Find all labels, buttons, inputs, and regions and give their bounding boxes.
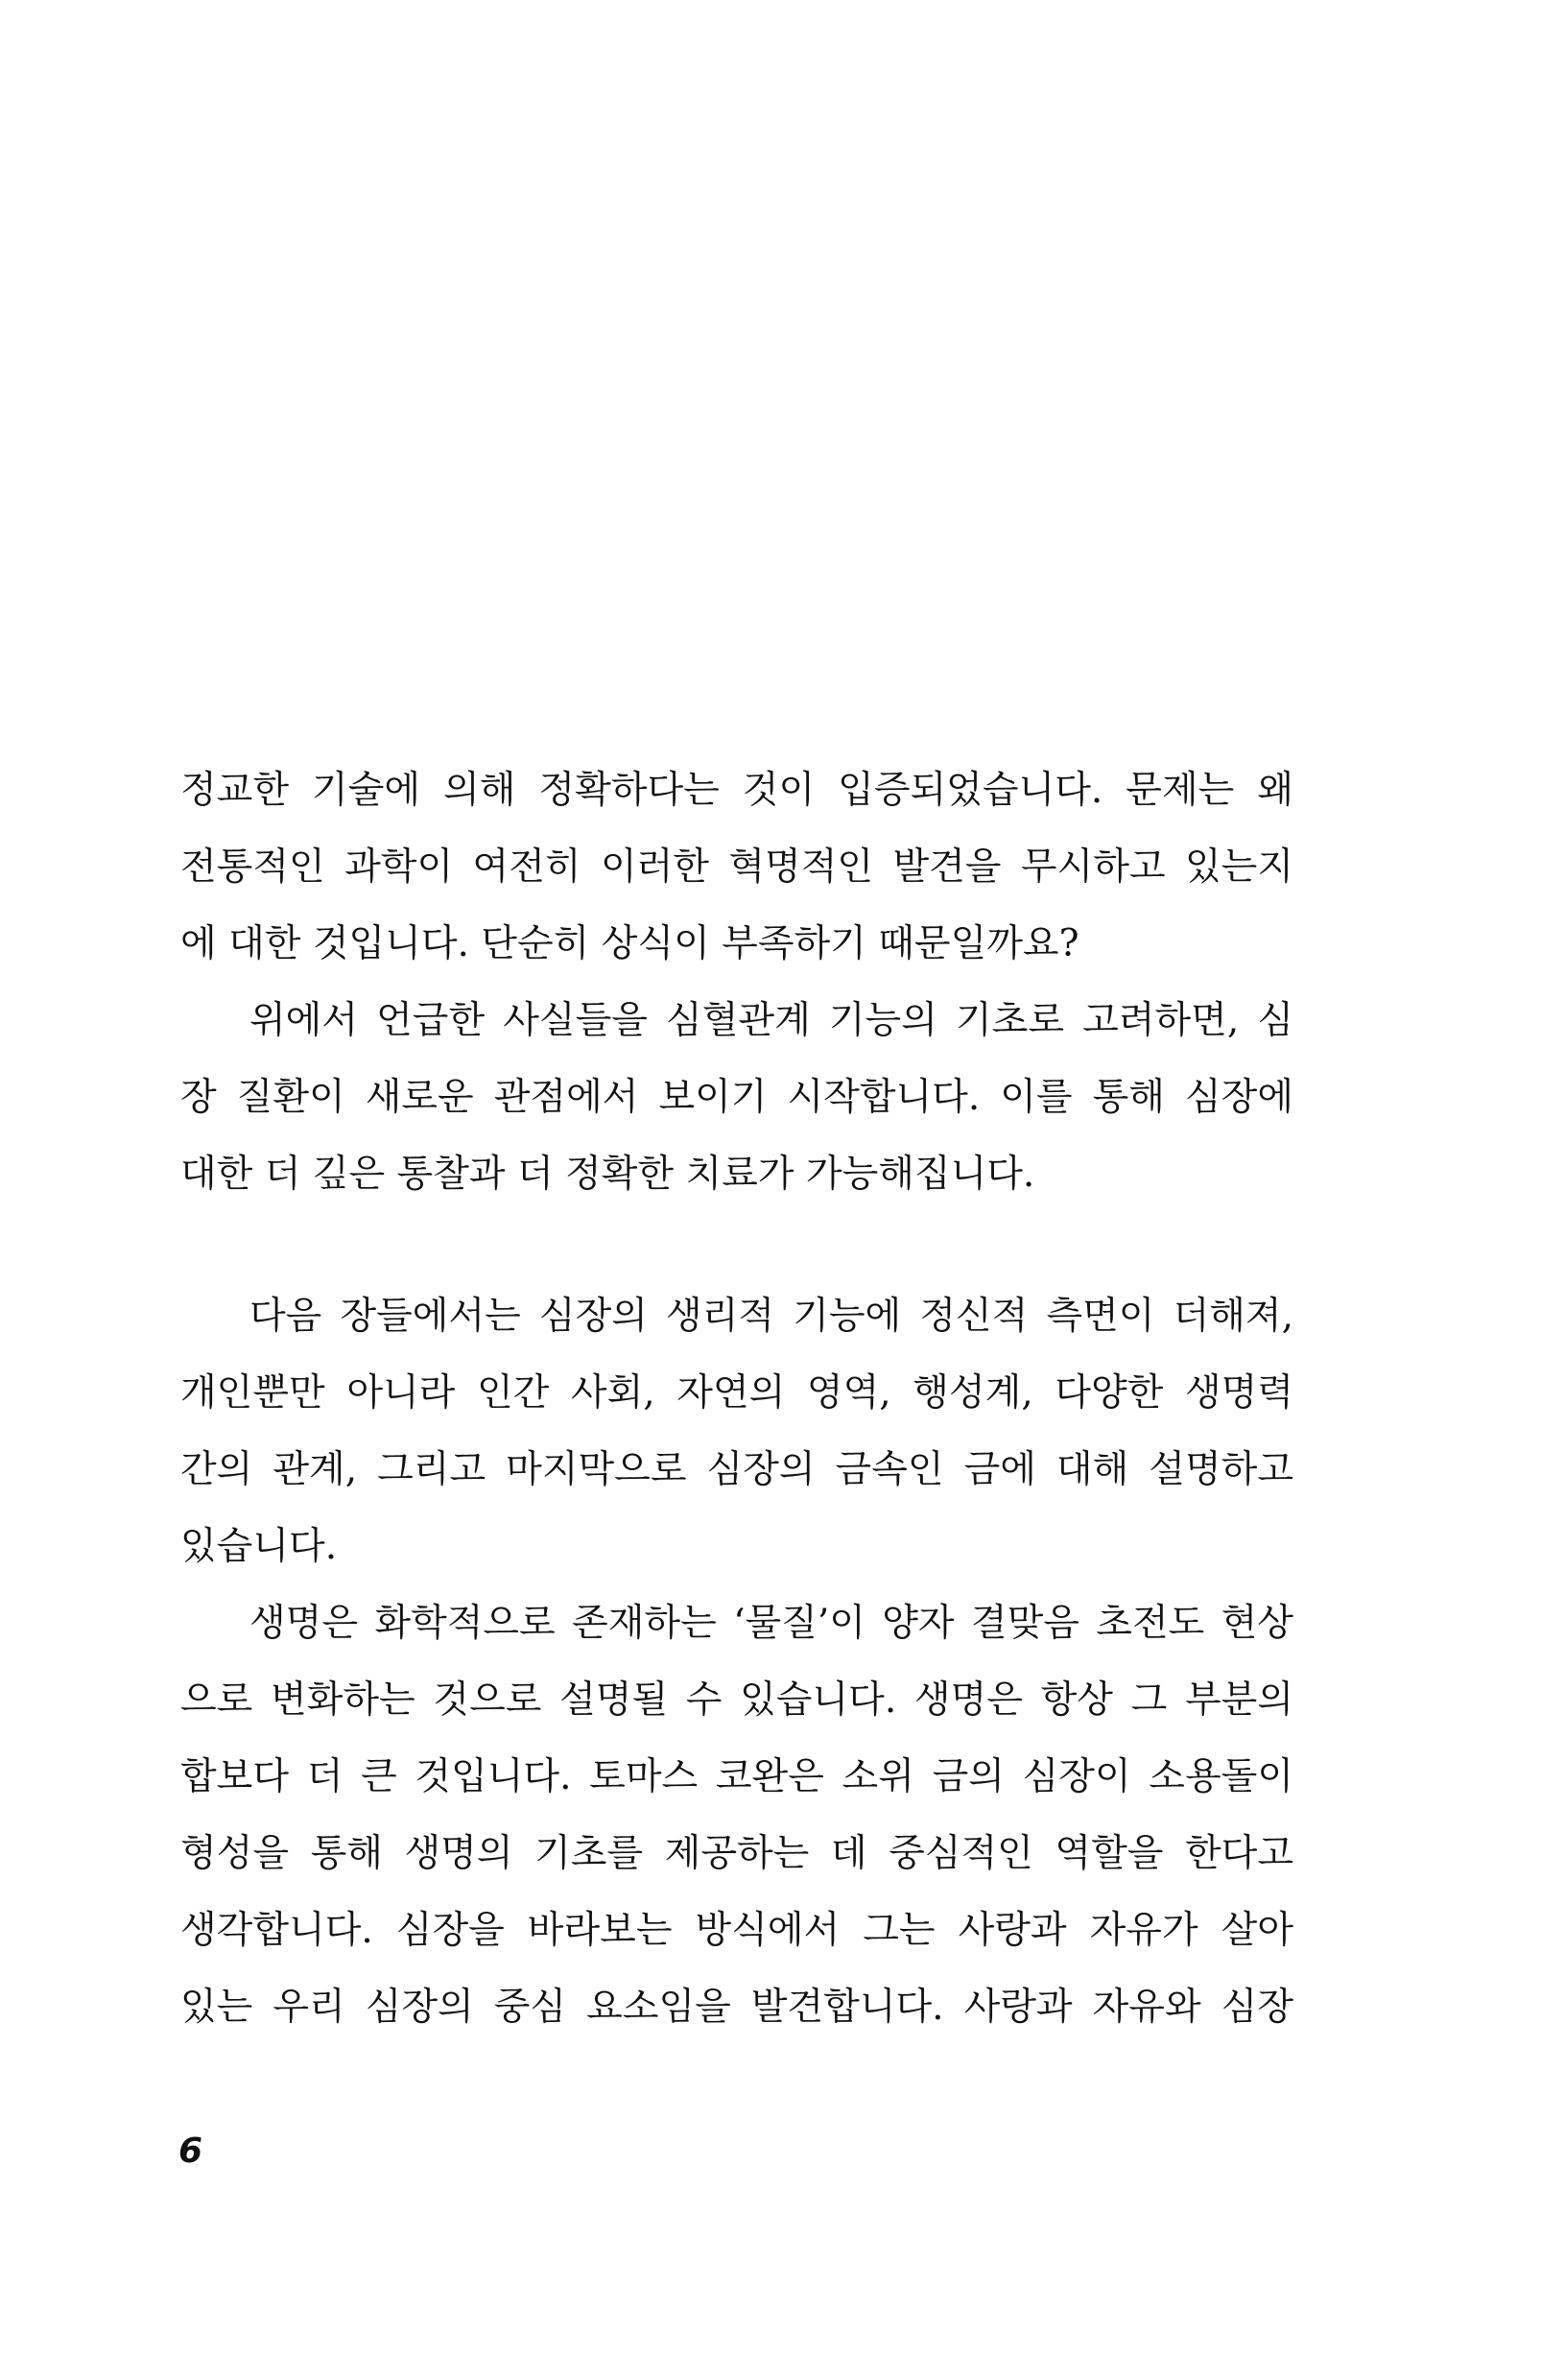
text-line: 합보다 더 큰 것입니다. 토마스 코완은 소위 금의 심장이 소용돌이 <box>180 1755 1293 1798</box>
text-line: 간의 관계, 그리고 마지막으로 심장의 금속인 금에 대해 설명하고 <box>180 1448 1293 1491</box>
text-line: 있습니다. <box>180 1525 338 1568</box>
text-line: 전통적인 과학이 여전히 이러한 혁명적인 발견을 무시하고 있는지 <box>180 845 1293 889</box>
text-line: 생명은 화학적으로 존재하는 ‘물질’이 양자 결맞음 초전도 현상 <box>249 1602 1293 1645</box>
text-line: 장 질환이 새로운 관점에서 보이기 시작합니다. 이를 통해 심장에 <box>180 1076 1293 1119</box>
text-line: 으로 변화하는 것으로 설명될 수 있습니다. 생명은 항상 그 부분의 <box>180 1678 1293 1722</box>
page-number: 6 <box>178 2131 203 2171</box>
text-line: 있는 우리 심장의 중심 요소임을 발견합니다. 사랑과 자유와 심장 <box>180 1986 1293 2029</box>
text-line: 정교한 기술에 의해 정확하다는 것이 입증되었습니다. 문제는 왜 <box>180 769 1293 812</box>
text-line: 다음 장들에서는 심장의 생리적 기능에 정신적 측면이 더해져, <box>249 1295 1293 1338</box>
text-line: 위에서 언급한 사실들을 심혈관계 기능의 기초로 고려하면, 심 <box>249 999 1293 1042</box>
text-line: 대한 더 깊은 통찰과 더 정확한 치료가 가능해집니다. <box>180 1153 1035 1196</box>
text-line: 생각합니다. 심장을 바라보는 방식에서 그는 사랑과 자유가 살아 <box>180 1909 1293 1952</box>
text-line: 개인뿐만 아니라 인간 사회, 자연의 영역, 행성계, 다양한 생명력 <box>180 1371 1293 1415</box>
text-line: 형성을 통해 생명의 기초를 제공하는 데 중심적인 역할을 한다고 <box>180 1832 1293 1875</box>
text-line: 에 대한 것입니다. 단순히 상식이 부족하기 때문일까요? <box>180 922 1079 965</box>
